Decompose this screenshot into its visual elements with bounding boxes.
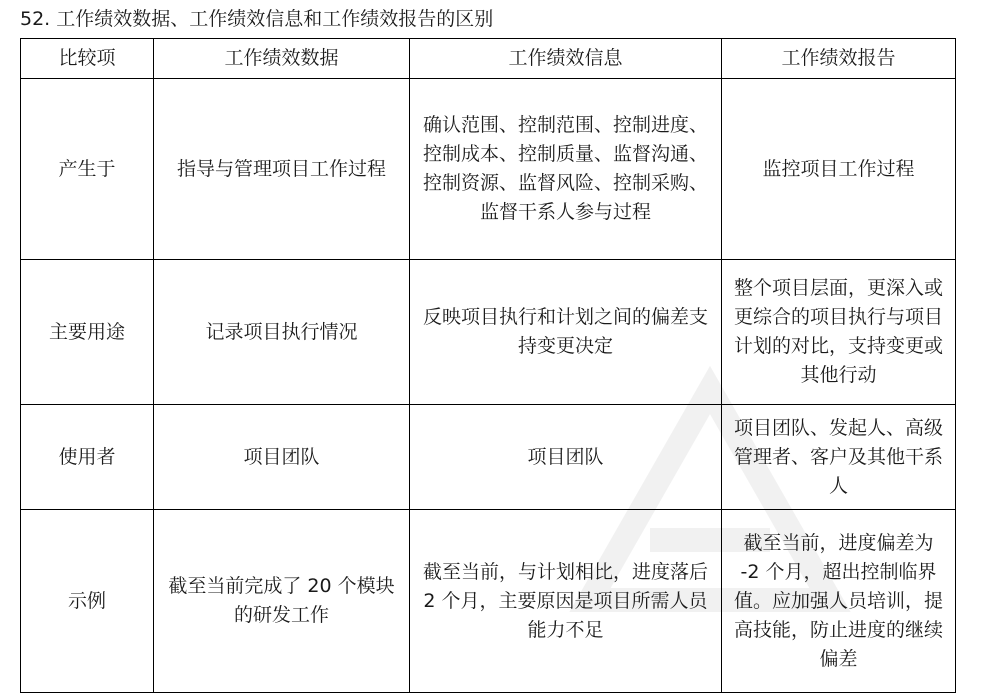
cell-info: 确认范围、控制范围、控制进度、 控制成本、控制质量、监督沟通、 控制资源、监督风险、控制采购、 监督干系人参与过程	[410, 79, 722, 260]
table-row	[21, 510, 956, 693]
cell-report: 项目团队、发起人、高级管理者、客户及其他干系人	[722, 405, 956, 510]
table-row	[21, 405, 956, 510]
cell-item: 示例	[21, 510, 154, 693]
cell-info: 项目团队	[410, 405, 722, 510]
header-performance-report: 工作绩效报告	[722, 39, 956, 79]
table-row	[21, 260, 956, 405]
cell-info: 截至当前，与计划相比，进度落后 2 个月，主要原因是项目所需人员能力不足	[410, 510, 722, 693]
cell-info: 反映项目执行和计划之间的偏差支持变更决定	[410, 260, 722, 405]
header-performance-data: 工作绩效数据	[154, 39, 410, 79]
cell-data: 项目团队	[154, 405, 410, 510]
header-item: 比较项	[21, 39, 154, 79]
comparison-table	[20, 38, 956, 693]
page-title: 52. 工作绩效数据、工作绩效信息和工作绩效报告的区别	[20, 8, 494, 30]
cell-data: 指导与管理项目工作过程	[154, 79, 410, 260]
cell-report: 监控项目工作过程	[722, 79, 956, 260]
cell-data: 记录项目执行情况	[154, 260, 410, 405]
table-row	[21, 79, 956, 260]
cell-report: 截至当前，进度偏差为 -2 个月，超出控制临界值。应加强人员培训，提高技能，防止进度的继续偏差	[722, 510, 956, 693]
header-performance-info: 工作绩效信息	[410, 39, 722, 79]
cell-item: 使用者	[21, 405, 154, 510]
table-header-row	[21, 39, 956, 79]
cell-item: 产生于	[21, 79, 154, 260]
cell-item: 主要用途	[21, 260, 154, 405]
cell-report: 整个项目层面，更深入或更综合的项目执行与项目计划的对比，支持变更或其他行动	[722, 260, 956, 405]
cell-data: 截至当前完成了 20 个模块的研发工作	[154, 510, 410, 693]
